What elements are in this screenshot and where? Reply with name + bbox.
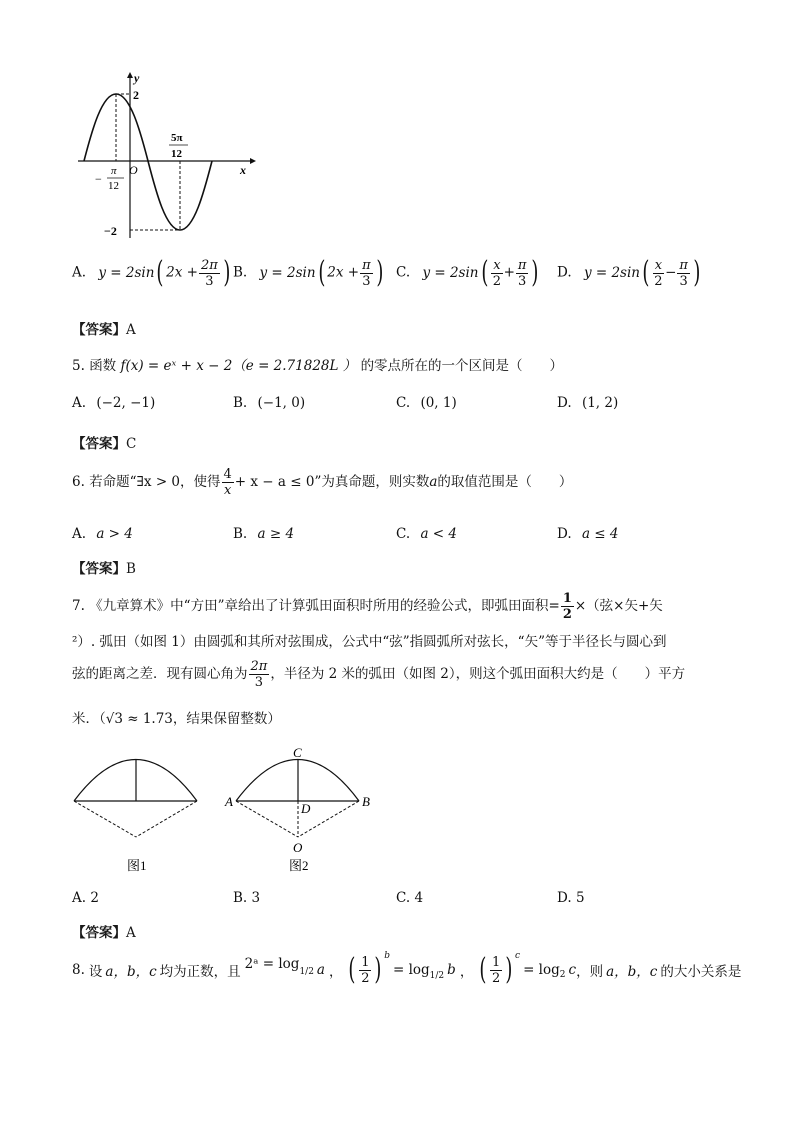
stem-text: ²）. 弧田（如图 1）由圆弧和其所对弦围成，公式中“弦”指圆弧所对弦长，“矢”等于半径长与圆心到 [72,634,667,650]
q7-option-b[interactable] [233,890,260,906]
frac-num: 1 [492,954,501,970]
point-c-label: C [293,745,302,760]
option-prefix: y = 2sin [259,264,316,281]
q7-line1 [72,592,663,621]
min-label: −2 [104,224,117,238]
q5-option-c[interactable] [396,395,457,411]
q5-option-a[interactable] [72,395,155,411]
right-tick-den: 12 [171,148,182,160]
answer-tag: 【答案】 [72,436,126,452]
q7-line2 [72,630,666,650]
fig1-caption: 图1 [127,858,147,873]
frac-num: x [654,257,663,273]
q7-option-c[interactable] [396,890,423,906]
option-value: (1, 2) [581,395,619,411]
stem-text: 《九章算术》中“方田”章给出了计算弧田面积时所用的经验公式，即弧田面积= [89,598,560,614]
option-letter: B. [233,264,248,281]
answer-value: A [126,925,136,941]
q7-option-d[interactable] [557,890,585,906]
answer-value: A [126,322,136,338]
stem-text: 弦的距离之差．现有圆心角为 [72,666,248,682]
stem-text: + x − a ≤ 0”为真命题，则实数 [234,474,430,490]
frac-op: + [503,264,515,281]
stem-text: 的取值范围是（ ） [437,474,573,490]
q4-option-a[interactable]: A. y = 2sin( 2x + $\frac{2\pi}{3}$ ) [72,255,231,290]
point-a-label: A [225,794,233,809]
q5-option-d[interactable] [557,395,618,411]
option-value: 5 [575,890,585,906]
left-tick-sign: − [95,172,102,186]
answer-tag: 【答案】 [72,925,126,941]
stem-text: ，结果保留整数） [172,711,281,727]
frac-den: 3 [254,675,264,690]
exp-b: b [384,951,390,961]
question-number: 8. [72,962,85,978]
option-prefix: y = 2sin [98,264,155,281]
eq2-sub: 1/2 [429,971,445,981]
answer-value: B [126,561,136,577]
exp-c: c [515,951,521,961]
q4-option-b[interactable]: B. y = 2sin( 2x + $\frac{\pi}{3}$ ) [233,255,384,290]
y-label: y [134,71,140,85]
option-prefix: y = 2sin [583,264,640,281]
frac-num: 2π [200,257,218,273]
option-prefix: y = 2sin [422,264,479,281]
sine-curve [84,94,212,230]
eq1-sub: 1/2 [299,967,314,977]
answer-tag: 【答案】 [72,322,126,338]
frac-num: x [493,257,501,273]
eq3: = log [523,962,560,978]
fig1-radius-left [74,801,136,837]
question-number: 5. [72,358,85,374]
frac-num: 1 [361,954,370,970]
frac-den: 3 [205,273,214,289]
point-d-label: D [301,801,311,816]
q4-option-c[interactable]: C. y = 2sin( $\frac{x}{2}$ + $\frac{\pi}{3}$ ) [396,255,539,290]
option-letter: D. [557,395,572,411]
stem-text: 均为正数，且 [159,964,241,980]
option-letter: C. [396,264,411,281]
eq1-var: a [316,962,325,978]
frac-op: − [665,264,677,281]
stem-text: 米．（ [72,711,106,727]
max-label: 2 [133,88,139,102]
frac-den: 3 [362,273,371,289]
sine-graph [70,70,260,245]
option-value: a ≥ 4 [257,526,295,542]
frac-den: 2 [492,970,501,986]
option-letter: D. [557,264,572,281]
option-letter: B. [233,526,248,542]
question-number: 7. [72,598,85,614]
q6-option-b[interactable] [233,526,294,542]
option-letter: A. [72,264,87,281]
stem-text: 函数 [89,358,117,374]
q4-answer [72,318,136,338]
option-value: (−1, 0) [257,395,306,411]
option-value: a < 4 [420,526,457,542]
q6-answer [72,557,136,577]
x-label: x [240,163,246,177]
frac-num: π [362,257,371,273]
left-tick-den: 12 [108,180,119,192]
frac-den: 2 [492,273,502,289]
frac-den: x [223,483,232,498]
q5-option-b[interactable] [233,395,305,411]
question-number: 6. [72,474,85,490]
option-letter: B. [233,395,248,411]
q5-answer [72,432,136,452]
x-axis-arrow [250,158,256,164]
option-letter: C. [396,890,411,906]
option-letter: A. [72,395,87,411]
stem-text: 的零点所在的一个区间是（ ） [360,358,564,374]
eq3-sub: 2 [559,970,566,980]
frac-den: 3 [679,273,688,289]
q5-stem [72,354,563,374]
stem-text: 若命题“∃x > 0，使得 [89,474,221,490]
answer-value: C [126,436,137,452]
stem-vars: a，b，c [606,964,658,980]
option-letter: D. [557,890,572,906]
stem-text: ，半径为 2 米的弧田（如图 2），则这个弧田面积大约是（ ）平方 [270,666,686,682]
frac-den: 2 [654,273,663,289]
option-letter: C. [396,395,411,411]
q7-line4 [72,707,281,727]
frac-den: 2 [562,607,572,622]
stem-formula: √3 ≈ 1.73 [105,711,173,727]
option-value: 2 [90,890,99,906]
option-letter: A. [72,890,87,906]
option-letter: C. [396,526,411,542]
eq2-var: b [447,962,456,978]
frac-num: 4 [223,467,232,482]
frac-num: π [517,257,527,273]
stem-vars: a，b，c [105,964,157,980]
frac-num: 2π [250,659,268,674]
option-value: a ≤ 4 [581,526,619,542]
option-letter: D. [557,526,572,542]
stem-text: ，则 [576,964,604,980]
stem-text: 的大小关系是 [660,964,742,980]
q6-stem [72,468,572,497]
option-value: 3 [251,890,261,906]
option-value: a > 4 [96,526,133,542]
frac-num: π [679,257,688,273]
option-letter: A. [72,526,87,542]
fig2-caption: 图2 [289,858,309,873]
option-inner: 2x + [327,264,360,281]
stem-formula: f(x) = eˣ + x − 2（e = 2.71828L ） [120,358,357,374]
eq1: 2ᵃ = log [244,956,300,972]
frac-num: 1 [562,591,572,606]
answer-tag: 【答案】 [72,561,126,577]
option-letter: B. [233,890,248,906]
right-tick-num: 5π [171,132,183,144]
y-axis-arrow [127,72,133,78]
arc-field-figures [60,740,390,880]
eq3-var: c [568,962,577,978]
frac-den: 3 [518,273,527,289]
q7-line3 [72,660,685,689]
q4-option-d[interactable]: D. y = 2sin( $\frac{x}{2}$ − $\frac{\pi}{3}$ ) [557,255,701,290]
option-value: (0, 1) [420,395,457,411]
point-b-label: B [362,794,370,809]
stem-var: a [429,474,438,490]
stem-text: 设 [88,964,103,980]
frac-den: 2 [361,970,370,986]
q6-option-c[interactable] [396,526,457,542]
point-o-label: O [293,840,303,855]
q7-answer [72,921,136,941]
q7-option-a[interactable] [72,890,99,906]
option-value: 4 [414,890,424,906]
origin-label: O [129,163,138,177]
q6-option-d[interactable] [557,526,618,542]
q6-option-a[interactable] [72,526,133,542]
option-inner: 2x + [166,264,198,281]
fig1-radius-right [136,801,197,837]
stem-text: ×（弦×矢+矢 [574,598,663,614]
left-tick-num: π [111,165,117,177]
fig2-radius-left [236,801,298,837]
q8-stem: 8. 设 a，b，c 均为正数，且 2ᵃ = log 1/2 a ， ( $\frac{1}{2}$ ) b = log 1/2 b ， ( $\frac{1}{2}$ ) c = log 2 c ，则 a，b，c 的大小关系是 [72,951,742,987]
option-value: (−2, −1) [96,395,156,411]
eq2: = log [392,962,430,978]
